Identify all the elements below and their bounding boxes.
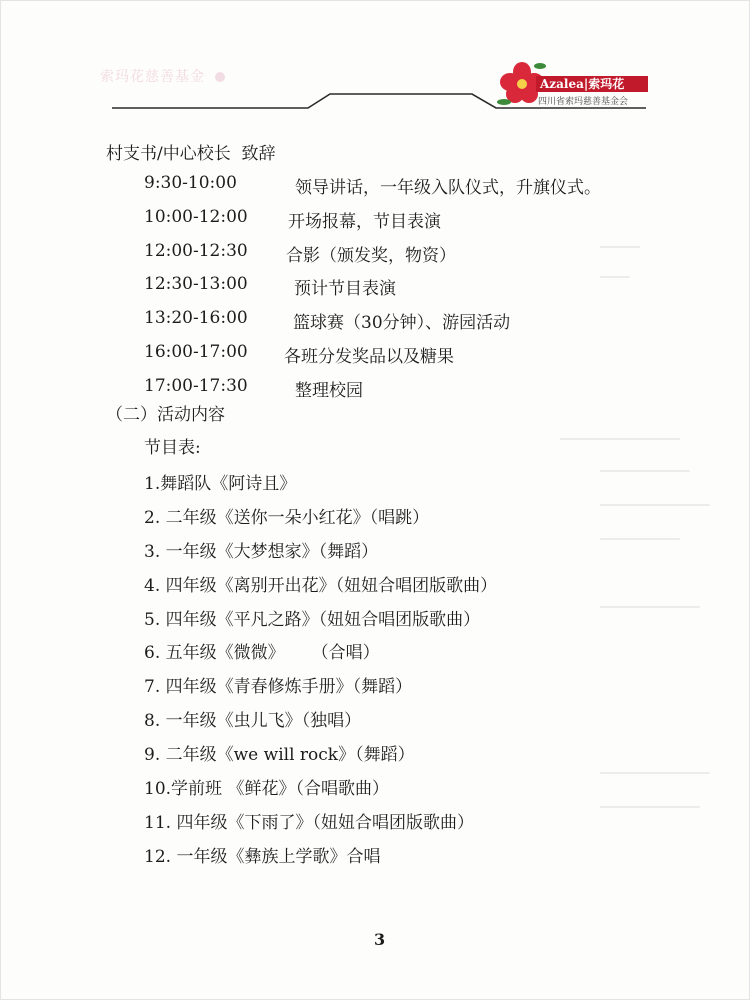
program-item: 12. 一年级《彝族上学歌》合唱 [144,846,381,867]
bleed-through-mark [600,806,700,808]
opening-speech-line: 村支书/中心校长 致辞 [106,144,276,164]
bleed-through-mark [600,246,640,248]
schedule-time: 17:00-17:30 [144,375,248,396]
schedule-event: 合影（颁发奖，物资） [286,245,456,266]
logo-brand-text: Azalea|索玛花 [536,76,648,92]
program-item: 3. 一年级《大梦想家》（舞蹈） [144,541,379,562]
program-item: 6. 五年级《微微》 （合唱） [144,643,380,664]
program-item: 5. 四年级《平凡之路》（妞妞合唱团版歌曲） [144,609,481,630]
program-item: 7. 四年级《青春修炼手册》（舞蹈） [144,677,413,698]
program-item: 10.学前班 《鲜花》（合唱歌曲） [144,779,389,800]
schedule-time: 16:00-17:00 [144,341,248,362]
logo-organization-name: 四川省索玛慈善基金会 [538,97,629,107]
bleed-through-mark [600,276,630,278]
schedule-event: 篮球赛（30分钟）、游园活动 [293,313,511,334]
schedule-event: 各班分发奖品以及糖果 [284,346,454,367]
program-item: 8. 一年级《虫儿飞》（独唱） [144,711,362,732]
bleed-through-mark [600,538,680,540]
program-item: 1.舞蹈队《阿诗且》 [144,474,297,494]
organization-logo [496,58,656,110]
program-heading: 节目表: [144,438,201,458]
program-item: 4. 四年级《离别开出花》（妞妞合唱团版歌曲） [144,575,498,596]
bleed-through-mark [600,504,710,506]
schedule-event: 整理校园 [295,380,363,401]
schedule-time: 9:30-10:00 [144,173,237,193]
bleed-through-mark [600,470,690,472]
schedule-event: 开场报幕，节目表演 [288,211,441,232]
schedule-time: 10:00-12:00 [144,206,248,227]
program-list [144,469,497,876]
header-watermark: 索玛花慈善基金 [100,66,225,86]
schedule-event: 领导讲话，一年级入队仪式，升旗仪式。 [295,178,601,198]
program-item: 11. 四年级《下雨了》（妞妞合唱团版歌曲） [144,812,474,833]
section-heading: （二）活动内容 [106,405,225,425]
schedule-time: 12:00-12:30 [144,240,248,261]
schedule-time: 12:30-13:00 [144,274,248,295]
bleed-through-mark [600,772,710,774]
program-item: 2. 二年级《送你一朵小红花》（唱跳） [144,507,430,528]
schedule-event: 预计节目表演 [294,279,396,300]
schedule-time: 13:20-16:00 [144,308,248,329]
bleed-through-mark [600,606,700,608]
page-number: 3 [374,930,386,949]
bleed-through-mark [560,438,680,440]
program-item: 9. 二年级《we will rock》（舞蹈） [144,745,415,766]
